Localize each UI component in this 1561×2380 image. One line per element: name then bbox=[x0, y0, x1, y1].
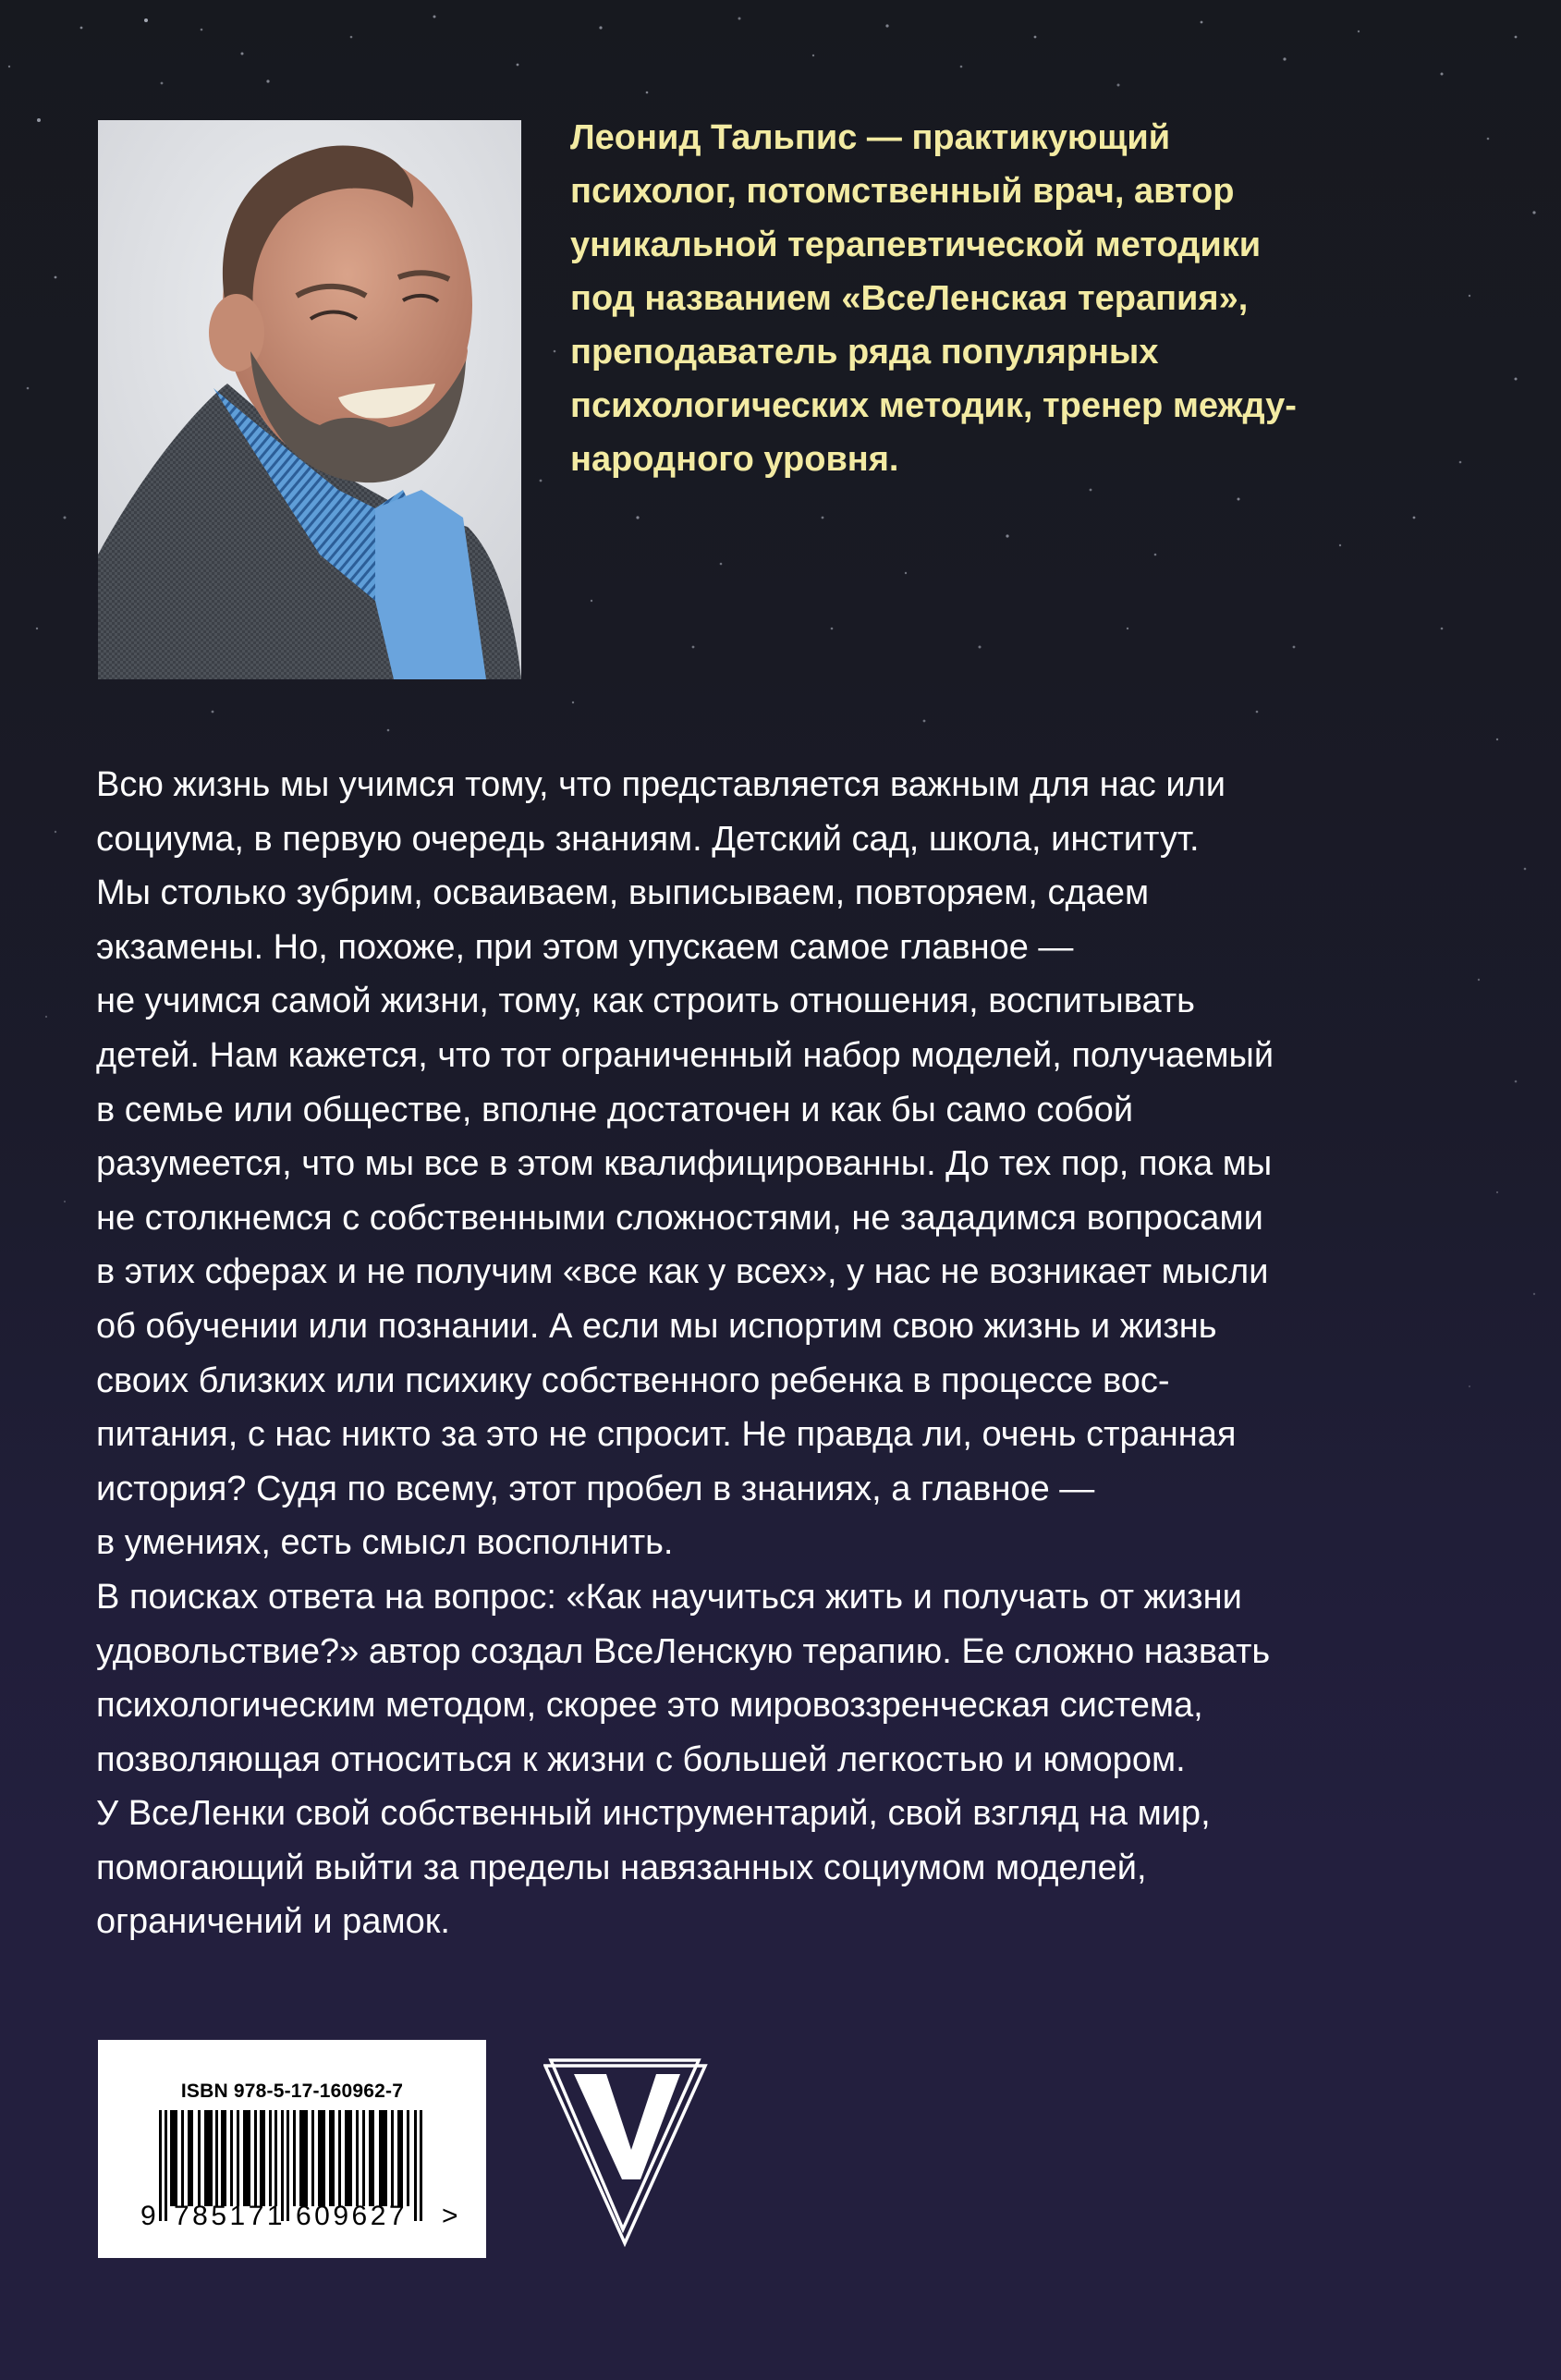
bio-line: Леонид Тальпис — практикующий bbox=[570, 118, 1171, 157]
isbn-label: ISBN 978-5-17-160962-7 bbox=[180, 2081, 404, 2102]
description-line: удовольствие?» автор создал ВсеЛенскую терапию. Ее сложно назвать bbox=[96, 1631, 1271, 1671]
description-line: история? Судя по всему, этот пробел в знаниях, а главное — bbox=[96, 1469, 1095, 1508]
description-line: в этих сферах и не получим «все как у всех», у нас не возникает мысли bbox=[96, 1252, 1269, 1292]
description-line: об обучении или познании. А если мы испортим свою жизнь и жизнь bbox=[96, 1306, 1217, 1346]
author-bio bbox=[570, 111, 1494, 486]
description-line: Мы столько зубрим, осваиваем, выписываем, повторяем, сдаем bbox=[96, 873, 1150, 913]
description-line: Всю жизнь мы учимся тому, что представляется важным для нас или bbox=[96, 765, 1226, 804]
bio-line: уникальной терапевтической методики bbox=[570, 226, 1262, 264]
description-line: ограничений и рамок. bbox=[96, 1902, 450, 1942]
bio-line: народного уровня. bbox=[570, 440, 899, 479]
bio-line: преподаватель ряда популярных bbox=[570, 333, 1159, 372]
description-line: в умениях, есть смысл восполнить. bbox=[96, 1523, 674, 1563]
description-line: позволяющая относиться к жизни с большей легкостью и юмором. bbox=[96, 1739, 1186, 1779]
ean-right-digits: 609627 bbox=[296, 2201, 409, 2231]
author-portrait-icon bbox=[98, 120, 521, 679]
bio-line: психолог, потомственный врач, автор bbox=[570, 172, 1235, 211]
description-line: не учимся самой жизни, тому, как строить отношения, воспитывать bbox=[96, 982, 1195, 1021]
description-line: У ВсеЛенки свой собственный инструментарий, свой взгляд на мир, bbox=[96, 1794, 1211, 1834]
book-description bbox=[96, 758, 1445, 1949]
description-line: экзамены. Но, похоже, при этом упускаем самое главное — bbox=[96, 927, 1074, 967]
author-photo bbox=[98, 120, 521, 679]
description-line: питания, с нас никто за это не спросит. Не правда ли, очень странная bbox=[96, 1415, 1237, 1455]
triangle-v-logo-icon bbox=[543, 2054, 710, 2248]
ean-quiet-zone-marker: > bbox=[442, 2201, 458, 2231]
description-line: своих близких или психику собственного ребенка в процессе вос- bbox=[96, 1361, 1170, 1400]
ean-first-digit: 9 bbox=[140, 2201, 156, 2231]
description-line: разумеется, что мы все в этом квалифицированны. До тех пор, пока мы bbox=[96, 1144, 1273, 1184]
description-line: психологическим методом, скорее это мировоззренческая система, bbox=[96, 1686, 1203, 1726]
bio-line: под названием «ВсеЛенская терапия», bbox=[570, 279, 1249, 318]
ean-left-digits: 785171 bbox=[174, 2201, 287, 2231]
ean-digits bbox=[98, 2201, 486, 2238]
description-line: детей. Нам кажется, что тот ограниченный набор моделей, получаемый bbox=[96, 1035, 1274, 1075]
description-line: В поисках ответа на вопрос: «Как научиться жить и получать от жизни bbox=[96, 1577, 1242, 1617]
description-line: помогающий выйти за пределы навязанных социумом моделей, bbox=[96, 1848, 1147, 1887]
isbn-barcode bbox=[98, 2040, 486, 2258]
description-line: социума, в первую очередь знаниям. Детский сад, школа, институт. bbox=[96, 819, 1200, 859]
description-line: в семье или обществе, вполне достаточен и как бы само собой bbox=[96, 1090, 1134, 1129]
bio-line: психологических методик, тренер между- bbox=[570, 386, 1297, 425]
description-line: не столкнемся с собственными сложностями, не зададимся вопросами bbox=[96, 1198, 1263, 1238]
